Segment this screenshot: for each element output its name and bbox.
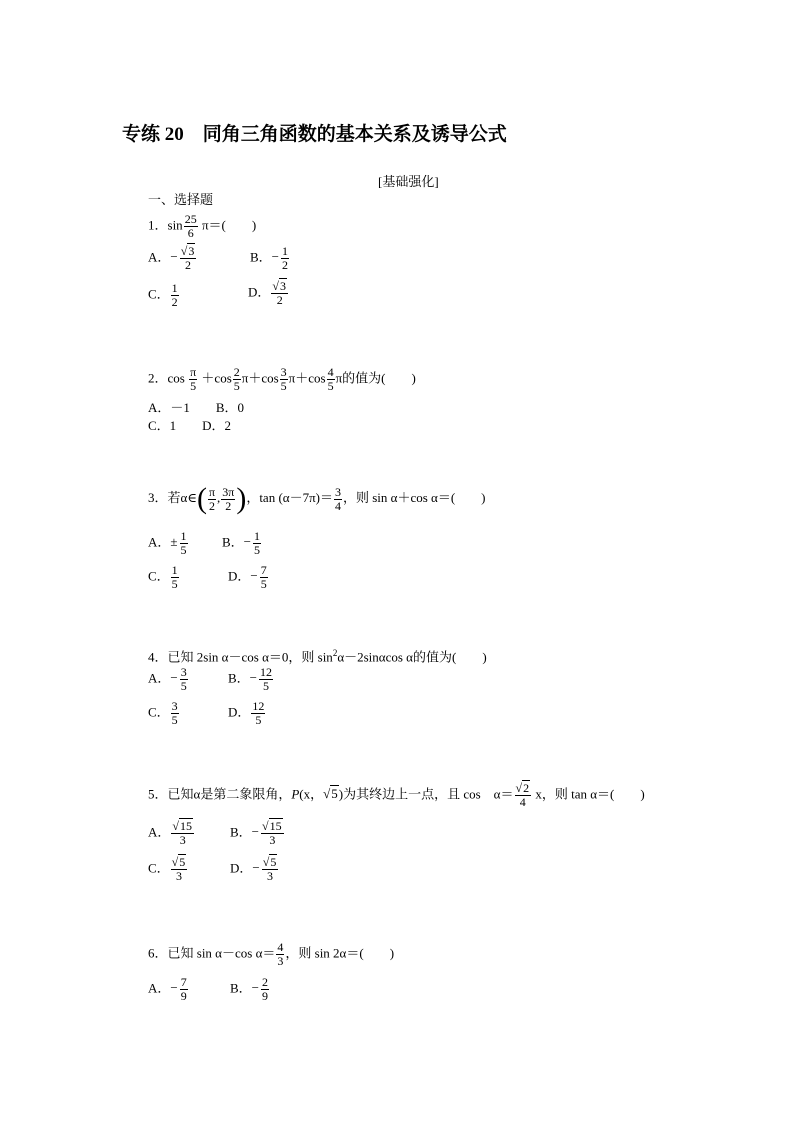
fraction: $\frac{3\pi}{2}$: [222, 484, 235, 513]
page-title: 专练 20 同角三角函数的基本关系及诱导公式: [122, 124, 507, 145]
question-number: 6．: [148, 945, 168, 961]
question-3-option-b: B．− $\frac{1}{5}$: [222, 529, 261, 557]
question-3-stem: 3．若α∈( $\frac{\pi}{2}$ , $\frac{3\pi}{2}$ )，tan (α－7π)＝ $\frac{3}{4}$ ，则 sin α＋cos α＝( ): [148, 482, 486, 515]
fraction: $\frac{√15}{3}$: [172, 819, 192, 847]
question-4-option-d: D． $\frac{12}{5}$: [228, 699, 265, 727]
fraction: $\frac{12}{5}$: [252, 699, 265, 727]
question-number: 4．: [148, 649, 168, 665]
question-number: 2．: [148, 370, 168, 386]
fraction: $\frac{3}{5}$: [280, 365, 287, 393]
fraction: $\frac{√3}{2}$: [272, 279, 286, 307]
question-1-option-c: C． $\frac{1}{2}$: [148, 281, 178, 309]
question-5-option-d: D．− $\frac{√5}{3}$: [230, 855, 277, 883]
question-1-stem: 1．sin $\frac{25}{6}$ π＝( ): [148, 212, 257, 240]
question-1-option-d: D． $\frac{√3}{2}$: [248, 279, 286, 307]
fraction: $\frac{3}{5}$: [180, 665, 187, 693]
fraction: $\frac{1}{2}$: [171, 281, 178, 309]
question-3-option-a: A．± $\frac{1}{5}$: [148, 529, 187, 557]
question-3-option-c: C． $\frac{1}{5}$: [148, 563, 178, 591]
fraction: $\frac{1}{5}$: [180, 529, 187, 557]
fraction: $\frac{√5}{3}$: [262, 855, 277, 883]
section-label: 一、选择题: [148, 192, 214, 207]
question-3-option-d: D．− $\frac{7}{5}$: [228, 563, 267, 591]
question-4-option-c: C． $\frac{3}{5}$: [148, 699, 178, 727]
fraction: $\frac{1}{5}$: [171, 563, 178, 591]
fraction: $\frac{25}{6}$: [184, 212, 197, 240]
section-subtitle: [基础强化]: [378, 174, 439, 189]
question-1-option-b: B．− $\frac{1}{2}$: [250, 244, 289, 272]
question-1-option-a: A．− $\frac{√3}{2}$: [148, 244, 195, 272]
question-6-option-a: A．− $\frac{7}{9}$: [148, 975, 187, 1003]
question-5-option-c: C． $\frac{√5}{3}$: [148, 855, 186, 883]
fraction: $\frac{2}{9}$: [262, 975, 269, 1003]
fraction: $\frac{√5}{3}$: [171, 855, 186, 883]
question-4-option-a: A．− $\frac{3}{5}$: [148, 665, 187, 693]
fraction: $\frac{4}{5}$: [327, 365, 334, 393]
question-number: 5．: [148, 786, 168, 802]
fraction: $\frac{√2}{4}$: [515, 781, 530, 809]
question-6-option-b: B．− $\frac{2}{9}$: [230, 975, 269, 1003]
question-6-stem: 6．已知 sin α－cos α＝ $\frac{4}{3}$ ，则 sin 2α＝( ): [148, 940, 395, 968]
fraction: $\frac{3}{4}$: [334, 484, 341, 513]
fraction: $\frac{1}{2}$: [282, 244, 289, 272]
question-2-options-cd: C．1 D．2: [148, 418, 232, 433]
question-5-option-a: A． $\frac{√15}{3}$: [148, 819, 192, 847]
fraction: $\frac{2}{5}$: [233, 365, 240, 393]
fraction: $\frac{√15}{3}$: [262, 819, 282, 847]
question-4-stem: 4．已知 2sin α－cos α＝0，则 $\sin^2\alpha-2\sin\alpha\cos$ α的值为( ): [148, 648, 487, 665]
question-number: 3．若α∈: [148, 489, 197, 505]
fraction: $\frac{7}{5}$: [260, 563, 267, 591]
question-2-stem: 2．cos $\frac{\pi}{5}$ ＋cos $\frac{2}{5}$ π＋cos $\frac{3}{5}$ π＋cos $\frac{4}{5}$ π的值为( ): [148, 365, 416, 393]
question-4-option-b: B．− $\frac{12}{5}$: [228, 665, 273, 693]
fraction: $\frac{4}{3}$: [277, 940, 284, 968]
question-number: 1．: [148, 217, 168, 233]
question-2-options-ab: A．－1 B．0: [148, 400, 245, 415]
fraction: $\frac{3}{5}$: [171, 699, 178, 727]
fraction: $\frac{1}{5}$: [254, 529, 261, 557]
fraction: $\frac{\pi}{5}$: [190, 365, 197, 393]
fraction: $\frac{7}{9}$: [180, 975, 187, 1003]
question-5-stem: 5．已知α是第二象限角，P(x，√5)为其终边上一点，且 cos α＝ $\frac{√2}{4}$ x，则 tan α＝( ): [148, 781, 645, 809]
question-5-option-b: B．− $\frac{√15}{3}$: [230, 819, 282, 847]
fraction: $\frac{√3}{2}$: [180, 244, 195, 272]
fraction: $\frac{12}{5}$: [260, 665, 273, 693]
fraction: $\frac{\pi}{2}$: [208, 484, 215, 513]
